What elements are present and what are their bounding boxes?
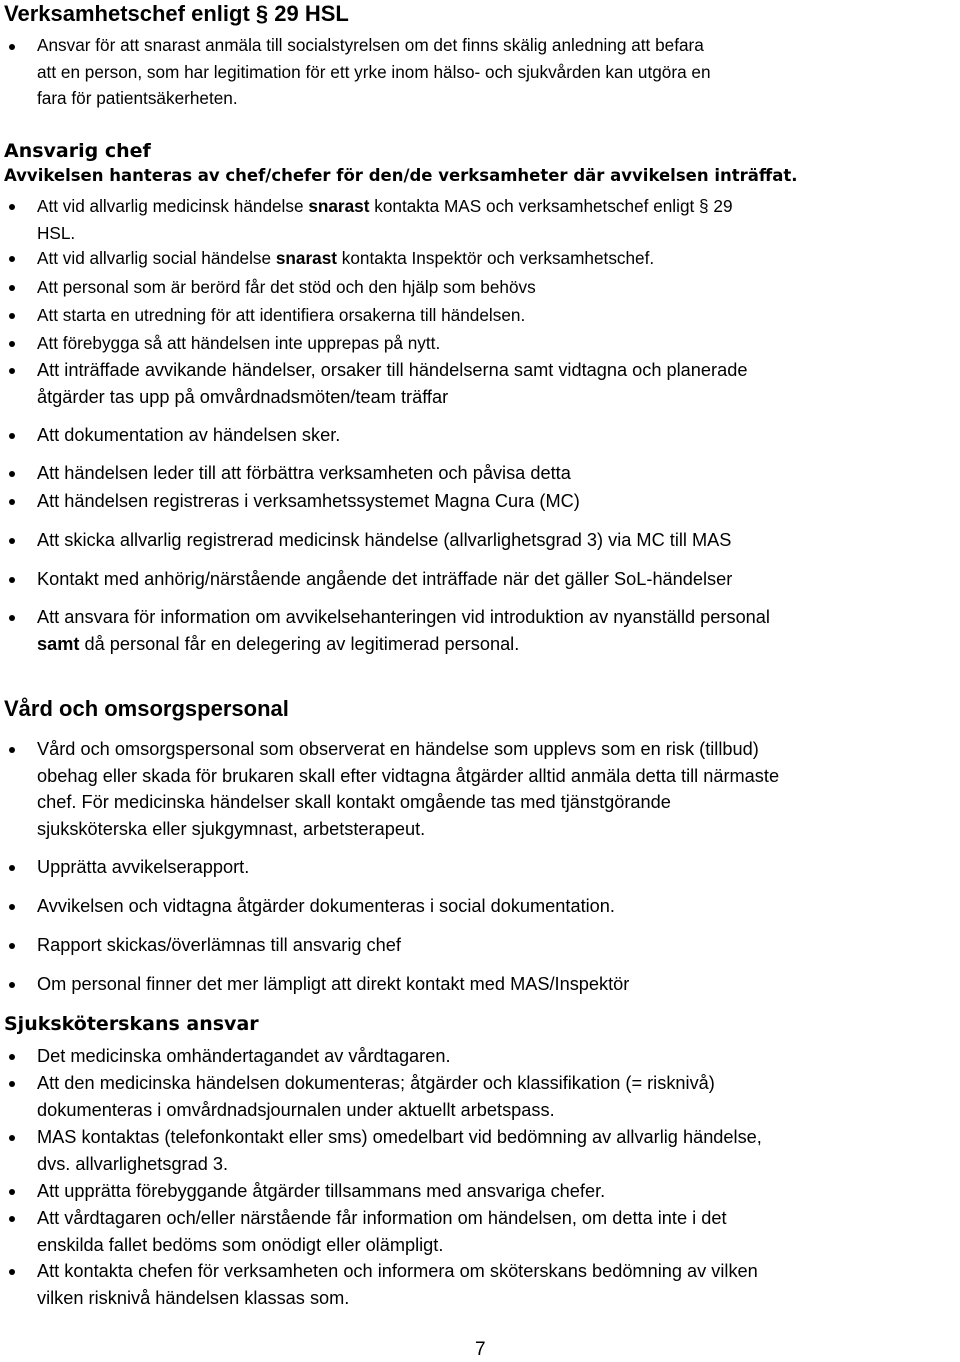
bullet-dot bbox=[9, 204, 15, 210]
list-item-text bbox=[37, 527, 959, 554]
section-title-sjukskoterska: Sjuksköterskans ansvar bbox=[4, 1013, 259, 1035]
list-item-text bbox=[37, 357, 959, 410]
bullet-dot bbox=[9, 341, 15, 347]
section-title-vard-omsorg: Vård och omsorgspersonal bbox=[4, 696, 289, 721]
list-item-text: Om personal finner det mer lämpligt att direkt kontakt med MAS/Inspektör bbox=[37, 974, 630, 994]
text-run: Att vid allvarlig medicinsk händelse bbox=[37, 196, 309, 216]
bullet-dot bbox=[9, 1135, 15, 1141]
section-subtitle: Avvikelsen hanteras av chef/chefer för den/de verksamheter där avvikelsen inträffat. bbox=[4, 166, 798, 185]
bullet-dot bbox=[9, 747, 15, 753]
text-run: Att skicka allvarlig registrerad medicinsk händelse (allvarlighetsgrad 3) via MC till MAS bbox=[37, 530, 732, 550]
list-item-text: Rapport skickas/överlämnas till ansvarig chef bbox=[37, 935, 401, 955]
text-run: då personal får en delegering av legitimerad personal. bbox=[79, 633, 520, 654]
bullet-dot bbox=[9, 285, 15, 291]
bullet-dot bbox=[9, 471, 15, 477]
text-run: kontakta MAS och verksamhetschef enligt § 29 HSL. bbox=[37, 196, 733, 243]
list-item-text bbox=[37, 245, 959, 272]
bullet-dot bbox=[9, 904, 15, 910]
list-item-text: Avvikelsen och vidtagna åtgärder dokumenteras i social dokumentation. bbox=[37, 896, 615, 916]
list-item-text bbox=[37, 302, 959, 329]
bullet-dot bbox=[9, 1216, 15, 1222]
list-item-text bbox=[37, 460, 959, 487]
bullet-dot bbox=[9, 313, 15, 319]
list-item-text bbox=[37, 274, 959, 301]
bullet-dot bbox=[9, 1081, 15, 1087]
list-item-text bbox=[37, 488, 959, 515]
list-item-text bbox=[37, 566, 959, 593]
bullet-dot bbox=[9, 499, 15, 505]
list-item-text: Att kontakta chefen för verksamheten och informera om sköterskans bedömning av vilken vilken risknivå händelsen klassas som. bbox=[37, 1261, 758, 1308]
text-run: Att händelsen leder till att förbättra verksamheten och påvisa detta bbox=[37, 463, 571, 483]
text-run: Att personal som är berörd får det stöd och den hjälp som behövs bbox=[37, 277, 536, 297]
text-run: Att dokumentation av händelsen sker. bbox=[37, 425, 341, 445]
list-item-text: Vård och omsorgspersonal som observerat en händelse som upplevs som en risk (tillbud) obehag eller skada för brukaren skall efter vidtagna åtgärder alltid anmäla detta till närmaste chef. För medicinska händelser skall kontakt omgående tas med tjänstgörande sjuksköterska eller sjukgymnast, arbetsterapeut. bbox=[37, 739, 780, 839]
bullet-dot bbox=[9, 1054, 15, 1060]
bullet-dot bbox=[9, 577, 15, 583]
text-run: Att inträffade avvikande händelser, orsaker till händelserna samt vidtagna och planerade åtgärder tas upp på omvårdnadsmöten/team träffar bbox=[37, 360, 748, 407]
text-run: Att händelsen registreras i verksamhetssystemet Magna Cura (MC) bbox=[37, 491, 580, 511]
text-run: Att ansvara för information om avvikelsehanteringen vid introduktion av nyanställd personal bbox=[37, 607, 770, 627]
list-item-text bbox=[37, 330, 959, 357]
bullet-dot bbox=[9, 865, 15, 871]
bullet-dot bbox=[9, 1269, 15, 1275]
page-number: 7 bbox=[475, 1339, 486, 1360]
text-run: Kontakt med anhörig/närstående angående det inträffade när det gäller SoL-händelser bbox=[37, 569, 733, 589]
list-item-text: Att upprätta förebyggande åtgärder tillsammans med ansvariga chefer. bbox=[37, 1181, 606, 1201]
bullet-dot bbox=[9, 943, 15, 949]
bullet-dot bbox=[9, 538, 15, 544]
bullet-dot bbox=[9, 256, 15, 262]
section-title-ansvarig-chef: Ansvarig chef bbox=[4, 140, 151, 162]
bullet-dot bbox=[9, 1189, 15, 1195]
text-run: Att förebygga så att händelsen inte upprepas på nytt. bbox=[37, 333, 441, 353]
text-run: kontakta Inspektör och verksamhetschef. bbox=[337, 248, 655, 268]
emphasis-text: snarast bbox=[275, 248, 337, 268]
bullet-dot bbox=[9, 368, 15, 374]
bullet-dot bbox=[9, 44, 15, 50]
section-title-verksamhetschef: Verksamhetschef enligt § 29 HSL bbox=[4, 1, 349, 26]
list-item-text: Ansvar för att snarast anmäla till socialstyrelsen om det finns skälig anledning att befara att en person, som har legitimation för ett yrke inom hälso- och sjukvården kan utgöra en fara för patientsäkerheten. bbox=[37, 35, 711, 108]
list-item-text bbox=[37, 193, 959, 246]
list-item-text: Det medicinska omhändertagandet av vårdtagaren. bbox=[37, 1046, 451, 1066]
list-item-text: Upprätta avvikelserapport. bbox=[37, 857, 250, 877]
text-run: Att starta en utredning för att identifiera orsakerna till händelsen. bbox=[37, 305, 526, 325]
list-item-text: MAS kontaktas (telefonkontakt eller sms) omedelbart vid bedömning av allvarlig händelse, dvs. allvarlighetsgrad 3. bbox=[37, 1127, 762, 1174]
bullet-dot bbox=[9, 982, 15, 988]
list-item-text bbox=[37, 604, 959, 657]
bullet-dot bbox=[9, 615, 15, 621]
emphasis-text: samt bbox=[37, 633, 80, 654]
emphasis-text: snarast bbox=[308, 196, 370, 216]
bullet-dot bbox=[9, 433, 15, 439]
list-item-text bbox=[37, 422, 959, 449]
list-item-text: Att den medicinska händelsen dokumenteras; åtgärder och klassifikation (= risknivå) dokumenteras i omvårdnadsjournalen under aktuellt arbetspass. bbox=[37, 1073, 715, 1120]
text-run: Att vid allvarlig social händelse bbox=[37, 248, 276, 268]
list-item-text: Att vårdtagaren och/eller närstående får information om händelsen, om detta inte i det enskilda fallet bedöms som onödigt eller olämpligt. bbox=[37, 1208, 727, 1255]
